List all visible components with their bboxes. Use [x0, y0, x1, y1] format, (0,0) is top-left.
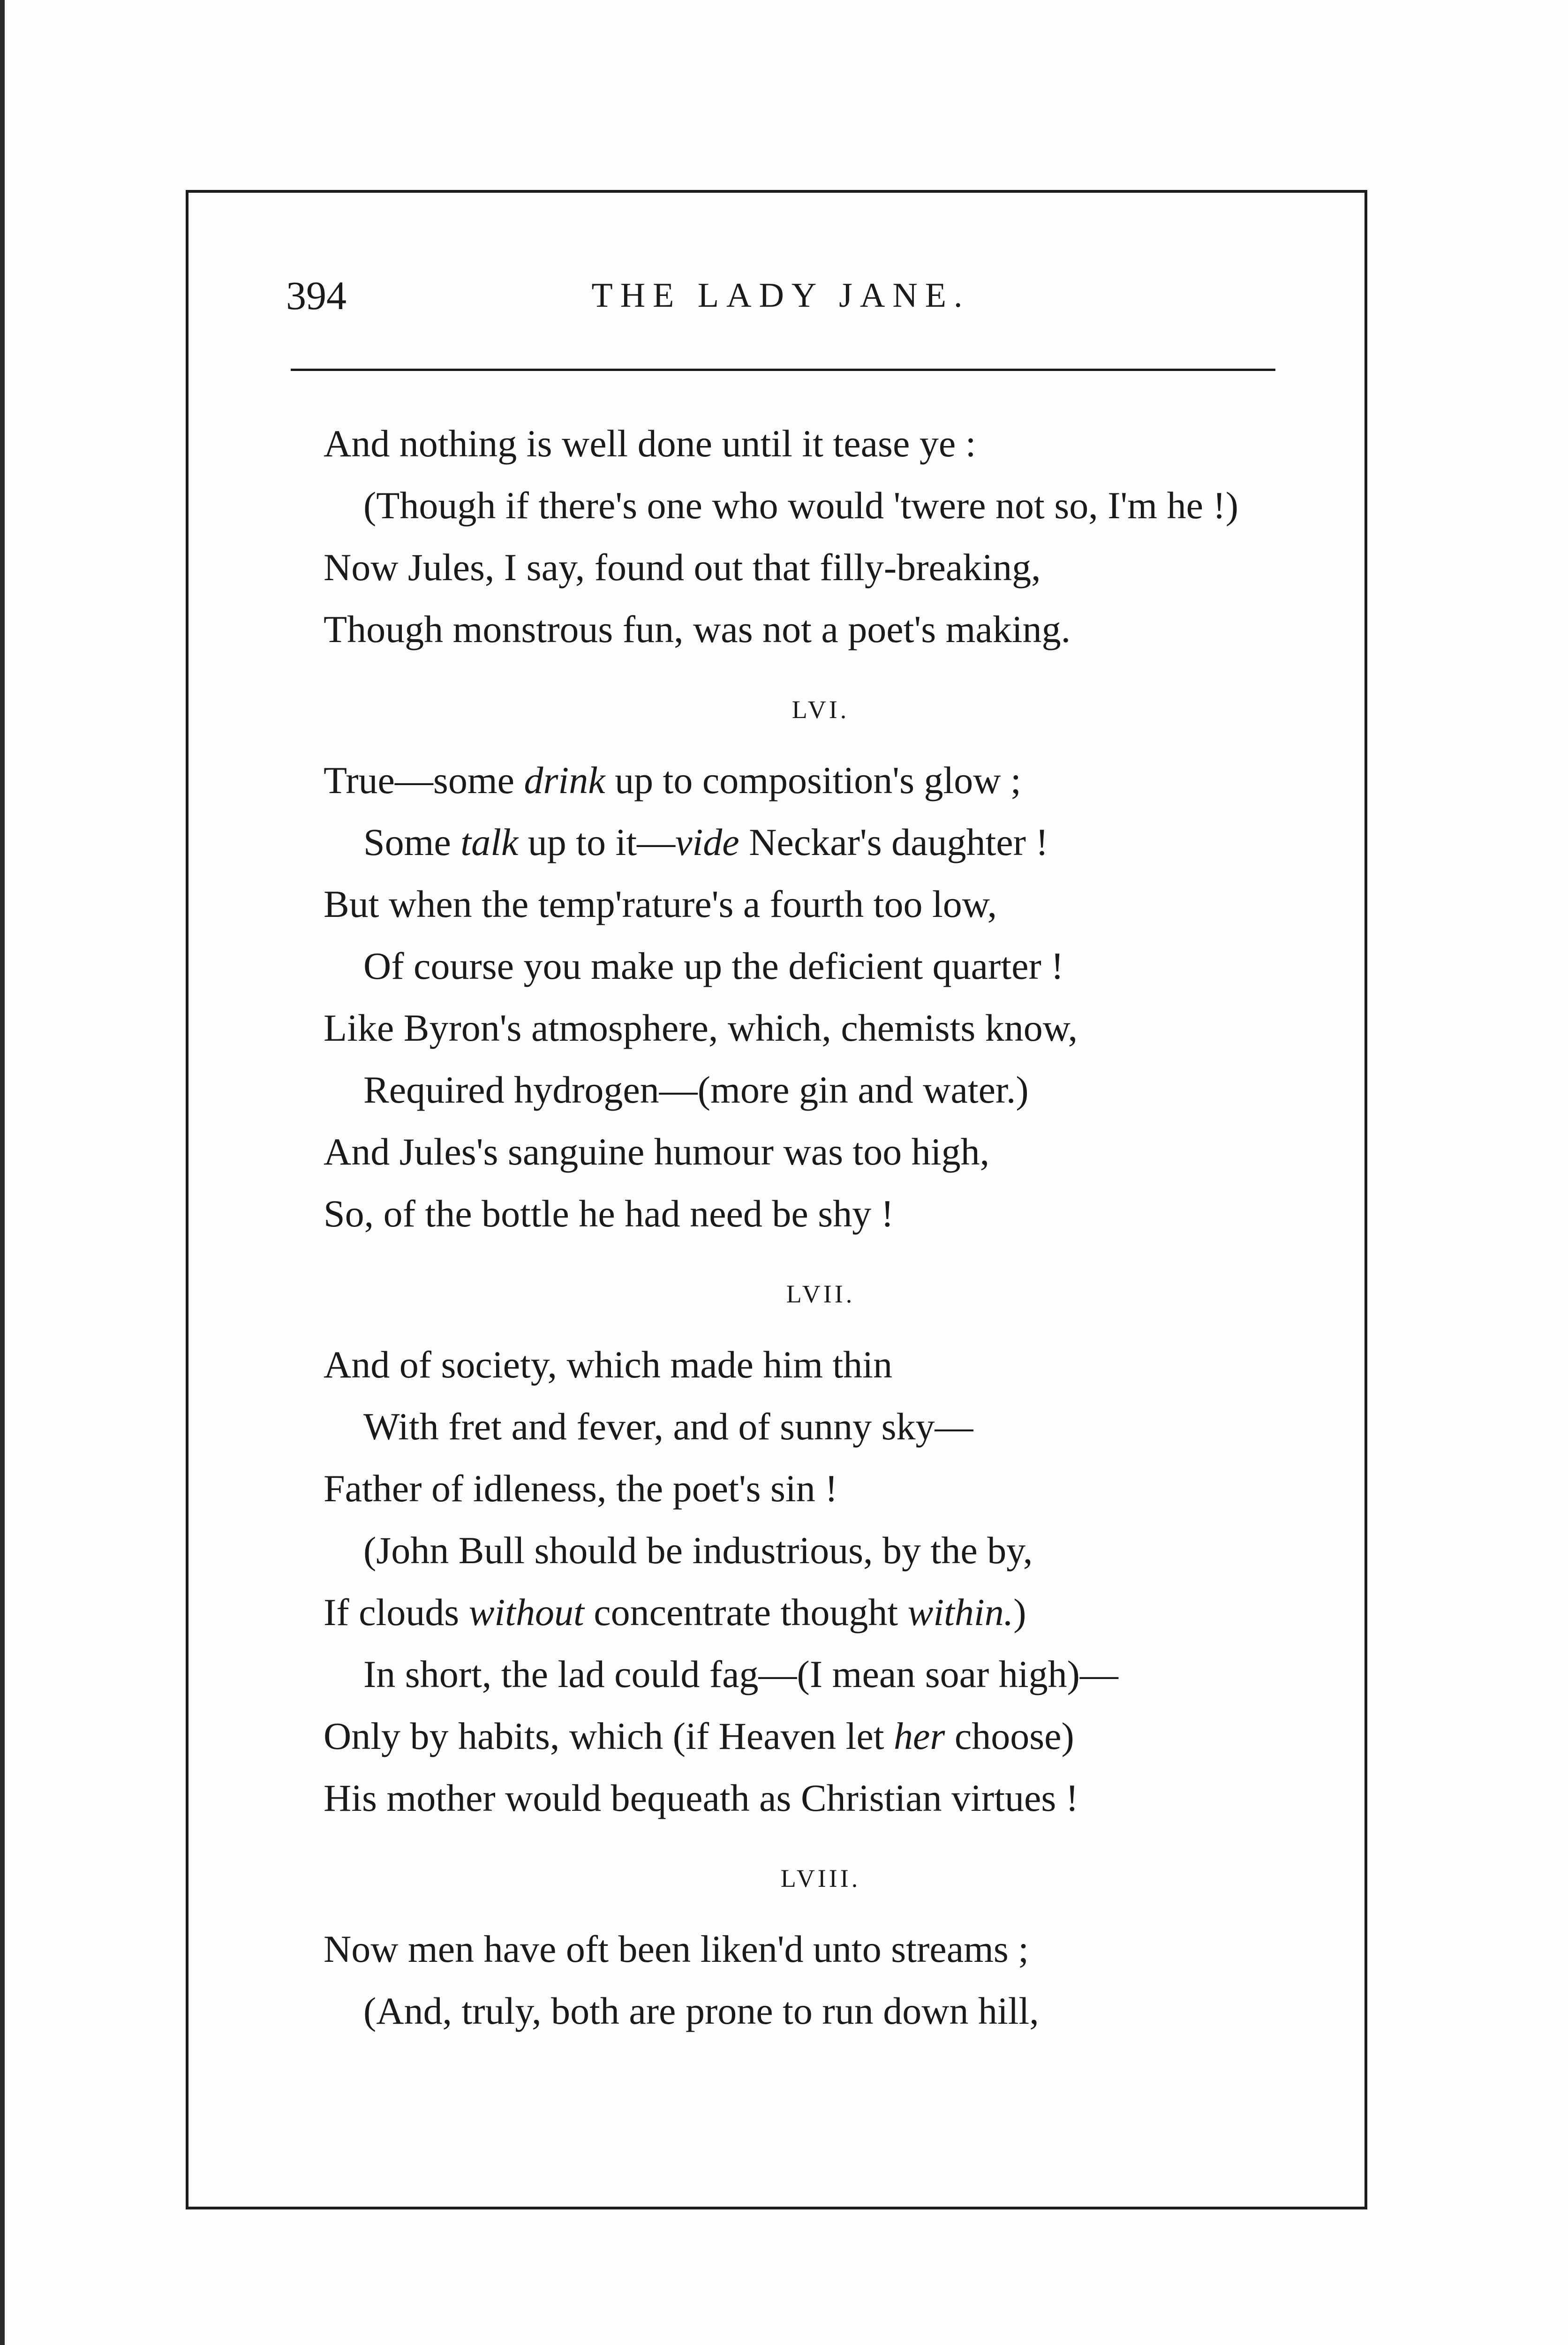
- verse-line: His mother would bequeath as Christian virtues !: [324, 1777, 1079, 1819]
- verse-line: (John Bull should be industrious, by the by,: [363, 1529, 1033, 1572]
- header-rule: [291, 369, 1275, 371]
- verse-line: Now men have oft been liken'd unto streams ;: [324, 1928, 1029, 1970]
- stanza-number: LVII.: [786, 1280, 855, 1308]
- verse-line: Father of idleness, the poet's sin !: [324, 1467, 838, 1510]
- verse-line: But when the temp'rature's a fourth too low,: [324, 883, 997, 925]
- verse-line: (And, truly, both are prone to run down hill,: [363, 1989, 1039, 2032]
- poem-text: [324, 413, 1318, 2042]
- verse-line: Of course you make up the deficient quarter !: [363, 945, 1064, 987]
- verse-line: (Though if there's one who would 'twere not so, I'm he !): [363, 484, 1239, 527]
- page-number: 394: [286, 273, 347, 318]
- verse-line: Like Byron's atmosphere, which, chemists know,: [324, 1006, 1078, 1049]
- stanza-number: LVI.: [792, 696, 850, 724]
- verse-line: With fret and fever, and of sunny sky—: [363, 1405, 973, 1448]
- verse-line: Now Jules, I say, found out that filly-breaking,: [324, 546, 1041, 589]
- verse-line: And Jules's sanguine humour was too high,: [324, 1130, 990, 1173]
- verse-line: If clouds without concentrate thought within.): [324, 1591, 1026, 1634]
- verse-line: Required hydrogen—(more gin and water.): [363, 1068, 1029, 1111]
- verse-line: And nothing is well done until it tease ye :: [324, 422, 976, 465]
- verse-line: And of society, which made him thin: [324, 1343, 893, 1386]
- page-edge-shadow: [0, 0, 5, 2345]
- verse-line: Only by habits, which (if Heaven let her choose): [324, 1715, 1074, 1757]
- verse-line: Though monstrous fun, was not a poet's making.: [324, 608, 1071, 651]
- verse-line: In short, the lad could fag—(I mean soar high)—: [363, 1653, 1118, 1695]
- verse-line: So, of the bottle he had need be shy !: [324, 1192, 894, 1235]
- stanza-number: LVIII.: [780, 1864, 861, 1892]
- running-title: THE LADY JANE.: [591, 276, 970, 315]
- page-header: [286, 267, 1275, 328]
- verse-line: True—some drink up to composition's glow ;: [324, 759, 1021, 802]
- verse-line: Some talk up to it—vide Neckar's daughter !: [363, 821, 1048, 863]
